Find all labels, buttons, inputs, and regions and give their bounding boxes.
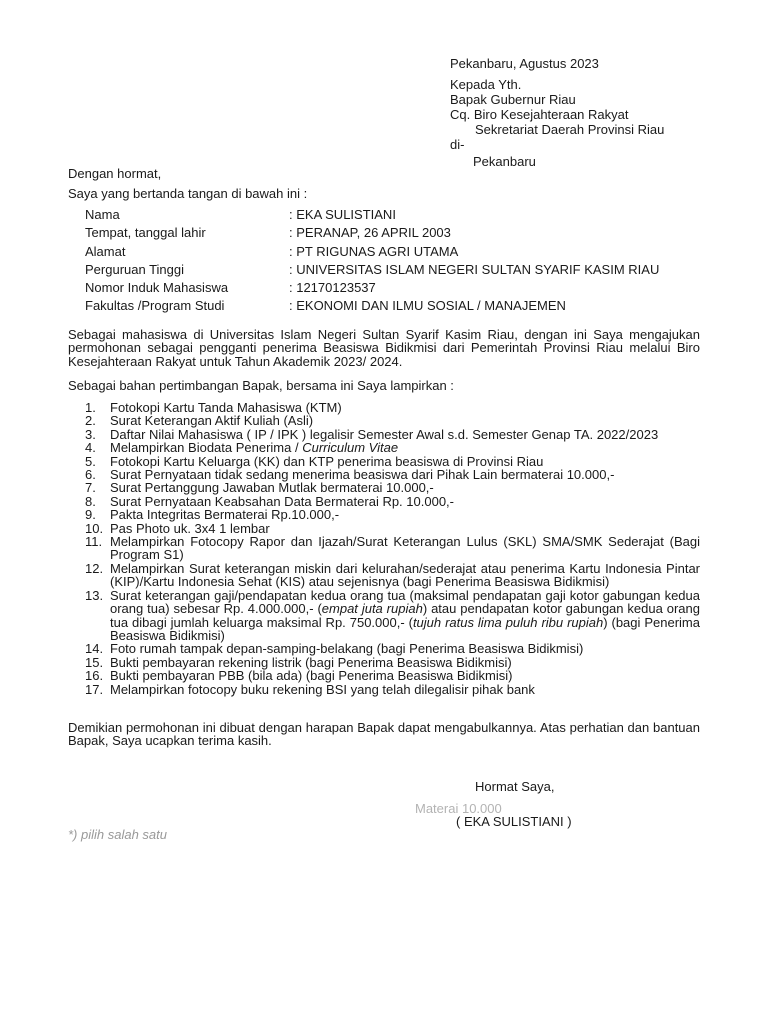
list-item-text: Pas Photo uk. 3x4 1 lembar [110, 520, 270, 536]
place-date: Pekanbaru, Agustus 2023 [450, 56, 599, 71]
list-item [85, 535, 700, 562]
attachment-list [85, 401, 700, 696]
list-item-number: 13. [85, 587, 104, 603]
signature-name: ( EKA SULISTIANI ) [456, 814, 572, 829]
list-item [85, 495, 700, 508]
list-item [85, 656, 700, 669]
body-paragraph: Sebagai mahasiswa di Universitas Islam Negeri Sultan Syarif Kasim Riau, dengan ini Saya mengajukan permohonan sebagai pengganti penerima Beasiswa Bidikmisi dari Pemerintah Provinsi Riau melalui Biro Kesejahteraan Rakyat untuk Tahun Akademik 2023/ 2024. [68, 327, 700, 369]
list-item-number: 14. [85, 641, 104, 657]
greeting: Dengan hormat, [68, 166, 162, 181]
list-item-text: Melampirkan Surat keterangan miskin dari kelurahan/sederajat atau penerima Kartu Indonesia Pintar (KIP)/Kartu Indonesia Sehat (KIS) atau sejenisnya (bagi Penerima Beasiswa Bidikmisi) [110, 560, 700, 590]
identity-value: : PT RIGUNAS AGRI UTAMA [289, 243, 459, 259]
list-item-number: 16. [85, 668, 104, 684]
recipient-line: Sekretariat Daerah Provinsi Riau [475, 122, 665, 137]
identity-row [85, 226, 659, 244]
list-item [85, 522, 700, 535]
recipient-line: Bapak Gubernur Riau [450, 92, 576, 107]
list-item [85, 401, 700, 414]
list-item [85, 508, 700, 521]
list-item [85, 414, 700, 427]
identity-row [85, 245, 659, 263]
list-item [85, 589, 700, 643]
identity-label: Nomor Induk Mahasiswa [85, 280, 229, 296]
list-item-text: Fotokopi Kartu Tanda Mahasiswa (KTM) [110, 400, 342, 415]
list-item-text: Melampirkan Biodata Penerima / Curriculum Vitae [110, 440, 399, 456]
identity-label: Alamat [85, 243, 126, 259]
list-item-number: 2. [85, 413, 96, 429]
identity-value: : 12170123537 [289, 280, 376, 296]
list-item-number: 15. [85, 654, 104, 670]
identity-row [85, 281, 659, 299]
list-item [85, 669, 700, 682]
identity-row [85, 208, 659, 226]
list-item-number: 6. [85, 467, 96, 483]
recipient-line: Cq. Biro Kesejahteraan Rakyat [450, 107, 629, 122]
identity-label: Tempat, tanggal lahir [85, 225, 206, 241]
identity-label: Nama [85, 207, 120, 222]
recipient-line: Kepada Yth. [450, 77, 522, 92]
identity-value: : EKA SULISTIANI [289, 207, 396, 222]
list-item-text: Surat Pernyataan Keabsahan Data Bermaterai Rp. 10.000,- [110, 493, 454, 509]
list-item-text: Surat keterangan gaji/pendapatan kedua orang tua (maksimal pendapatan gaji kotor gabungan kedua orang tua) sebesar Rp. 4.000.000,- (empat juta rupiah) atau pendapatan kotor gabungan kedua orang tua dibagi jumlah keluarga maksimal Rp. 750.000,- (tujuh ratus lima puluh ribu rupiah) (bagi Penerima Beasiswa Bidikmisi) [110, 587, 700, 643]
list-item [85, 683, 700, 696]
recipient-line: di- [450, 137, 465, 152]
list-item-text: Melampirkan Fotocopy Rapor dan Ijazah/Surat Keterangan Lulus (SKL) SMA/SMK Sederajat (Bagi Program S1) [110, 534, 700, 563]
list-item-text: Pakta Integritas Bermaterai Rp.10.000,- [110, 507, 340, 523]
list-item-emphasis: tujuh ratus lima puluh ribu rupiah [412, 614, 604, 630]
list-item-text: Surat Pernyataan tidak sedang menerima beasiswa dari Pihak Lain bermaterai 10.000,- [110, 467, 615, 483]
list-item [85, 468, 700, 481]
list-item-text: Surat Keterangan Aktif Kuliah (Asli) [110, 413, 314, 429]
identity-value: : PERANAP, 26 APRIL 2003 [289, 225, 451, 241]
list-item-text: Foto rumah tampak depan-samping-belakang (bagi Penerima Beasiswa Bidikmisi) [110, 641, 584, 657]
list-item-text: Melampirkan fotocopy buku rekening BSI yang telah dilegalisir pihak bank [110, 681, 535, 697]
list-item-number: 7. [85, 480, 96, 496]
identity-table [85, 208, 659, 318]
list-item-emphasis: Curriculum Vitae [302, 440, 399, 456]
list-item-emphasis: empat juta rupiah [321, 601, 423, 617]
stamp-placeholder: Materai 10.000 [415, 801, 502, 816]
list-item-number: 3. [85, 426, 96, 442]
list-item [85, 642, 700, 655]
list-item-number: 17. [85, 681, 104, 697]
list-item-text: Surat Pertanggung Jawaban Mutlak bermaterai 10.000,- [110, 480, 434, 496]
list-item-text: Fotokopi Kartu Keluarga (KK) dan KTP penerima beasiswa di Provinsi Riau [110, 453, 544, 469]
list-item-number: 1. [85, 400, 96, 415]
identity-row [85, 299, 659, 317]
list-item-number: 5. [85, 453, 96, 469]
identity-row [85, 263, 659, 281]
intro-text: Saya yang bertanda tangan di bawah ini : [68, 186, 308, 201]
list-item-text: Bukti pembayaran PBB (bila ada) (bagi Penerima Beasiswa Bidikmisi) [110, 668, 513, 684]
identity-label: Perguruan Tinggi [85, 261, 185, 277]
recipient-line: Pekanbaru [473, 154, 536, 169]
recipient-block [450, 77, 664, 169]
list-item [85, 428, 700, 441]
closing-paragraph: Demikian permohonan ini dibuat dengan harapan Bapak dapat mengabulkannya. Atas perhatian dan bantuan Bapak, Saya ucapkan terima kasih. [68, 720, 700, 749]
list-item-number: 4. [85, 440, 96, 456]
list-item [85, 562, 700, 589]
list-item [85, 455, 700, 468]
list-item [85, 481, 700, 494]
list-item-number: 10. [85, 520, 104, 536]
list-item-number: 12. [85, 560, 104, 576]
list-item-number: 11. [85, 534, 103, 550]
identity-value: : UNIVERSITAS ISLAM NEGERI SULTAN SYARIF KASIM RIAU [289, 261, 660, 277]
signature-salutation: Hormat Saya, [475, 779, 555, 794]
identity-value: : EKONOMI DAN ILMU SOSIAL / MANAJEMEN [289, 298, 566, 314]
identity-label: Fakultas /Program Studi [85, 298, 225, 314]
attachments-intro: Sebagai bahan pertimbangan Bapak, bersama ini Saya lampirkan : [68, 378, 454, 393]
list-item-number: 9. [85, 507, 96, 523]
list-item-number: 8. [85, 493, 96, 509]
list-item-text: Bukti pembayaran rekening listrik (bagi Penerima Beasiswa Bidikmisi) [110, 654, 512, 670]
list-item [85, 441, 700, 454]
footnote: *) pilih salah satu [68, 827, 167, 842]
list-item-text: Daftar Nilai Mahasiswa ( IP / IPK ) legalisir Semester Awal s.d. Semester Genap TA. 2022/2023 [110, 426, 659, 442]
